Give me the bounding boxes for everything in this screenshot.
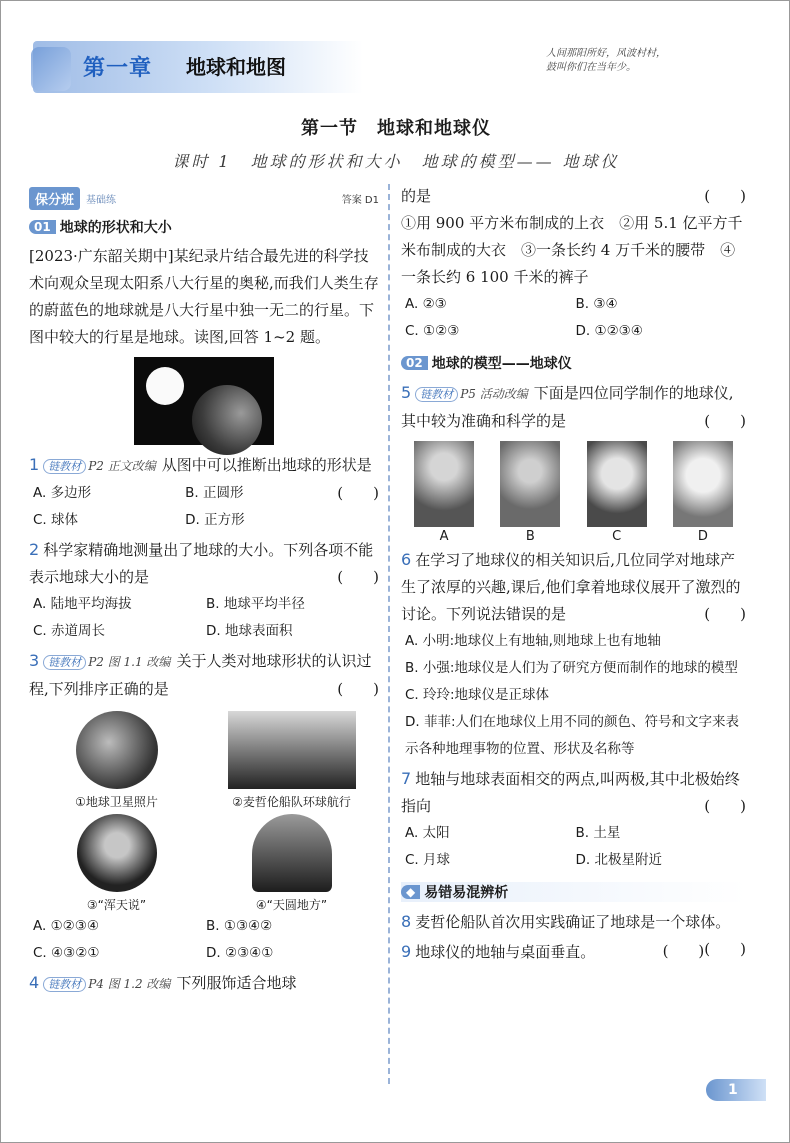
globe-photos — [401, 439, 746, 544]
answer-blank[interactable]: ( ) — [704, 940, 746, 958]
left-column — [29, 181, 379, 998]
source-note: P2 正文改编 — [88, 459, 156, 473]
option[interactable]: D. 正方形 — [185, 512, 245, 528]
question-number: 1 — [29, 455, 40, 474]
photo-caption: ③“浑天说” — [86, 898, 147, 912]
history-photos — [29, 707, 379, 913]
question-7 — [401, 765, 746, 820]
question-text: 麦哲伦船队首次用实践确证了地球是一个球体。 — [415, 913, 731, 931]
level-banner — [29, 187, 379, 209]
textbook-chip: 链教材 — [415, 387, 458, 402]
question-number: 9 — [401, 942, 412, 961]
question-text: 在学习了地球仪的相关知识后,几位同学对地球产生了浓厚的兴趣,课后,他们拿着地球仪展开了激烈的讨论。下列说法错误的是 — [401, 551, 741, 623]
option[interactable]: B. ①③④② — [206, 918, 273, 934]
chapter-name: 地球和地图 — [186, 55, 286, 79]
question-text: 下列服饰适合地球 — [176, 974, 297, 992]
question-text: 科学家精确地测量出了地球的大小。下列各项不能表示地球大小的是 — [29, 541, 374, 586]
right-column — [401, 181, 746, 966]
chapter-deco-icon — [31, 47, 71, 91]
question-number: 4 — [29, 973, 40, 992]
textbook-chip: 链教材 — [43, 977, 86, 992]
question-number: 2 — [29, 540, 40, 559]
part-heading — [29, 217, 379, 237]
part-number: 01 — [29, 220, 56, 234]
question-text: 地球仪的地轴与桌面垂直。 — [415, 943, 596, 961]
option[interactable]: D. ①②③④ — [575, 323, 643, 339]
photo-caption: ①地球卫星照片 — [75, 795, 158, 809]
globe-label: B — [525, 529, 535, 544]
motto-line: 人间那阳所好，风波村村， — [546, 48, 666, 59]
question-5 — [401, 379, 746, 435]
question-4-continued — [401, 183, 746, 210]
textbook-chip: 链教材 — [43, 459, 86, 474]
option[interactable]: A. 多边形 — [33, 485, 92, 501]
question-body: ①用 900 平方米布制成的上衣 ②用 5.1 亿平方千米布制成的大衣 ③一条长约 4 万千米的腰带 ④一条长约 6 100 千米的裤子 — [401, 214, 743, 286]
photo-caption: ④“天圆地方” — [255, 898, 328, 912]
question-text: 从图中可以推断出地球的形状是 — [161, 456, 372, 474]
photo-cell — [29, 810, 204, 913]
answer-blank[interactable]: ( ) — [704, 187, 746, 205]
option[interactable]: B. ③④ — [575, 296, 618, 312]
answer-blank[interactable]: ( ) — [337, 680, 379, 698]
motto-line: 鼓叫你们在当年少。 — [546, 62, 636, 73]
sun-shape — [146, 367, 184, 405]
part-number: 02 — [401, 356, 428, 370]
option[interactable]: C. ④③②① — [33, 945, 100, 961]
photo-caption: ②麦哲伦船队环球航行 — [232, 795, 351, 809]
passage: [2023·广东韶关期中]某纪录片结合最先进的科学技术向观众呈现太阳系八大行星的奥秘,而我们人类生存的蔚蓝色的地球就是八大行星中独一无二的行星。下图中较大的行星是地球。读图,回答 1~2 题。 — [29, 247, 379, 346]
globe-photo — [673, 441, 733, 527]
question-number: 3 — [29, 651, 40, 670]
options — [29, 480, 337, 534]
option[interactable]: B. 正圆形 — [185, 485, 244, 501]
page-number: 1 — [706, 1079, 766, 1101]
options — [29, 913, 379, 967]
option[interactable]: A. ②③ — [405, 296, 447, 312]
part-title: 地球的形状和大小 — [59, 220, 172, 236]
option[interactable]: D. 菲菲:人们在地球仪上用不同的颜色、符号和文字来表示各种地理事物的位置、形状及名称等 — [405, 714, 740, 757]
answer-ref: 答案 D1 — [341, 194, 379, 206]
option[interactable]: D. 地球表面积 — [206, 623, 293, 639]
option[interactable]: D. ②③④① — [206, 945, 274, 961]
answer-blank[interactable]: ( ) — [337, 568, 379, 586]
question-6 — [401, 546, 746, 628]
globe-cell[interactable] — [401, 439, 487, 544]
photo-cell — [204, 810, 379, 913]
source-note: P4 图 1.2 改编 — [88, 977, 171, 991]
question-number: 6 — [401, 550, 412, 569]
globe-photo — [500, 441, 560, 527]
chapter-label: 第一章 — [83, 56, 153, 81]
option[interactable]: A. 小明:地球仪上有地轴,则地球上也有地轴 — [405, 633, 661, 649]
answer-blank[interactable]: ( ) — [704, 605, 746, 623]
huntian-photo — [77, 814, 157, 892]
question-text: 下面是四位同学制作的地球仪,其中较为准确和科学的是 — [401, 384, 734, 430]
option[interactable]: A. 陆地平均海拔 — [33, 596, 132, 612]
question-text: 的是 — [401, 187, 432, 205]
column-divider — [388, 184, 390, 1084]
option[interactable]: A. ①②③④ — [33, 918, 99, 934]
planets-image — [134, 357, 274, 445]
option[interactable]: B. 小强:地球仪是人们为了研究方便而制作的地球的模型 — [405, 660, 738, 676]
option[interactable]: C. 赤道周长 — [33, 623, 106, 639]
option[interactable]: B. 地球平均半径 — [206, 596, 305, 612]
answer-blank[interactable]: ( ) — [704, 797, 746, 815]
part-heading — [401, 353, 746, 373]
lesson-title: 课时 1 地球的形状和大小 地球的模型—— 地球仪 — [172, 152, 620, 171]
option[interactable]: B. 土星 — [575, 825, 621, 841]
photo-cell — [29, 707, 204, 810]
level-sub: 基础练 — [86, 194, 117, 206]
option[interactable]: D. 北极星附近 — [575, 852, 662, 868]
option[interactable]: C. ①②③ — [405, 323, 460, 339]
textbook-chip: 链教材 — [43, 655, 86, 670]
question-number: 5 — [401, 383, 412, 402]
options — [29, 591, 379, 645]
part-title: 易错易混辨析 — [424, 885, 509, 901]
question-3 — [29, 647, 379, 703]
answer-blank[interactable]: ( ) — [337, 484, 379, 502]
options — [401, 820, 746, 874]
question-number: 7 — [401, 769, 412, 788]
level-tag: 保分班 — [29, 187, 80, 210]
motto — [546, 47, 766, 75]
part-title: 地球的模型——地球仪 — [431, 356, 572, 372]
globe-label: C — [612, 529, 622, 544]
globe-label: D — [697, 529, 708, 544]
option[interactable]: C. 球体 — [33, 512, 79, 528]
question-number: 8 — [401, 912, 412, 931]
globe-cell[interactable] — [574, 439, 660, 544]
globe-cell[interactable] — [487, 439, 573, 544]
source-note: P5 活动改编 — [460, 387, 528, 401]
question-9 — [401, 938, 746, 966]
question-2 — [29, 536, 379, 591]
satellite-photo — [76, 711, 158, 789]
globe-label: A — [439, 529, 449, 544]
section-title: 第一节 地球和地球仪 — [301, 118, 491, 139]
options — [401, 291, 746, 345]
answer-blank[interactable]: ( ) — [704, 412, 746, 430]
option[interactable]: C. 玲玲:地球仪是正球体 — [405, 687, 550, 703]
options — [401, 628, 746, 763]
part-badge-icon: ◆ — [401, 885, 420, 899]
globe-photo — [587, 441, 647, 527]
answer-blank[interactable]: ( ) — [662, 942, 705, 960]
tianyuan-photo — [252, 814, 332, 892]
question-4 — [29, 969, 379, 998]
globe-cell[interactable] — [660, 439, 746, 544]
option[interactable]: C. 月球 — [405, 852, 451, 868]
earth-shape — [192, 385, 262, 455]
magellan-photo — [228, 711, 356, 789]
part-heading — [401, 882, 746, 902]
question-text: 关于人类对地球形状的认识过程,下列排序正确的是 — [29, 652, 372, 698]
option[interactable]: A. 太阳 — [405, 825, 450, 841]
globe-photo — [414, 441, 474, 527]
photo-cell — [204, 707, 379, 810]
source-note: P2 图 1.1 改编 — [88, 655, 171, 669]
question-text: 地轴与地球表面相交的两点,叫两极,其中北极始终指向 — [401, 770, 740, 815]
